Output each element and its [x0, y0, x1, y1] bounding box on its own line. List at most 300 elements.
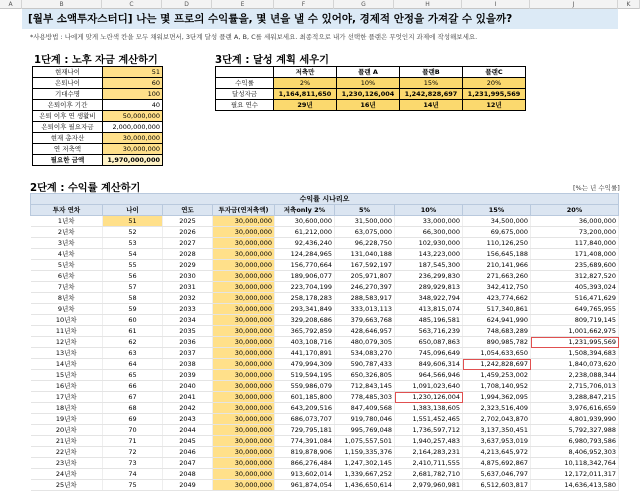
scenario-cell[interactable]: 30,000,000: [213, 469, 275, 480]
scenario-cell[interactable]: 66: [103, 381, 163, 392]
scenario-cell[interactable]: 686,073,707: [275, 414, 335, 425]
scenario-cell[interactable]: 18년차: [31, 403, 103, 414]
scenario-cell[interactable]: 30,000,000: [213, 480, 275, 491]
scenario-cell[interactable]: 1,231,995,569: [531, 337, 619, 348]
scenario-cell[interactable]: 2,715,706,013: [531, 381, 619, 392]
scenario-cell[interactable]: 1,994,362,095: [463, 392, 531, 403]
scenario-cell[interactable]: 102,930,000: [395, 238, 463, 249]
scenario-cell[interactable]: 21년차: [31, 436, 103, 447]
scenario-cell[interactable]: 2037: [163, 348, 213, 359]
scenario-cell[interactable]: 72: [103, 447, 163, 458]
column-header-e[interactable]: E: [212, 0, 274, 9]
scenario-cell[interactable]: 745,096,649: [395, 348, 463, 359]
scenario-cell[interactable]: 819,878,906: [275, 447, 335, 458]
step1-row: [33, 100, 163, 111]
scenario-cell[interactable]: 57: [103, 282, 163, 293]
scenario-cell[interactable]: 563,716,239: [395, 326, 463, 337]
step1-value[interactable]: 51: [103, 67, 163, 78]
scenario-cell[interactable]: 2025: [163, 216, 213, 227]
scenario-cell[interactable]: 30,000,000: [213, 293, 275, 304]
scenario-cell[interactable]: 52: [103, 227, 163, 238]
scenario-cell[interactable]: 30,000,000: [213, 227, 275, 238]
scenario-cell[interactable]: 30,000,000: [213, 381, 275, 392]
scenario-cell[interactable]: 24년차: [31, 469, 103, 480]
table-row: [31, 293, 619, 304]
step3-title: 3단계 : 달성 계획 세우기: [215, 55, 329, 66]
scenario-cell[interactable]: 5년차: [31, 260, 103, 271]
scenario-cell[interactable]: 236,299,830: [395, 271, 463, 282]
scenario-cell[interactable]: 143,223,000: [395, 249, 463, 260]
scenario-cell[interactable]: 961,874,054: [275, 480, 335, 491]
step3-cell[interactable]: 12년: [463, 100, 526, 111]
scenario-cell[interactable]: 1,383,138,605: [395, 403, 463, 414]
scenario-cell[interactable]: 5,792,327,988: [531, 425, 619, 436]
scenario-cell[interactable]: 428,646,957: [335, 326, 395, 337]
scenario-cell[interactable]: 479,994,309: [275, 359, 335, 370]
column-header-a[interactable]: A: [0, 0, 22, 9]
scenario-cell[interactable]: 405,393,024: [531, 282, 619, 293]
step1-value[interactable]: 50,000,000: [103, 111, 163, 122]
scenario-cell[interactable]: 30,000,000: [213, 249, 275, 260]
scenario-cell[interactable]: 70: [103, 425, 163, 436]
step3-cell[interactable]: 29년: [274, 100, 337, 111]
scenario-cell[interactable]: 6,512,603,817: [463, 480, 531, 491]
scenario-cell[interactable]: 20년차: [31, 425, 103, 436]
step1-value[interactable]: 2,000,000,000: [103, 122, 163, 133]
step3-row: [216, 100, 526, 111]
table-row: [31, 282, 619, 293]
step3-cell[interactable]: 1,230,126,004: [337, 89, 400, 100]
scenario-cell[interactable]: 995,769,048: [335, 425, 395, 436]
sheet-title: [월부 소액투자스터디] 나는 몇 프로의 수익률을, 몇 년을 낼 수 있어야, 경제적 안정을 가져갈 수 있을까?: [22, 9, 618, 29]
table-row: [31, 249, 619, 260]
scenario-cell[interactable]: 2040: [163, 381, 213, 392]
step1-row: [33, 133, 163, 144]
scenario-cell[interactable]: 2,238,088,344: [531, 370, 619, 381]
scenario-cell[interactable]: 2048: [163, 469, 213, 480]
scenario-cell[interactable]: 96,228,750: [335, 238, 395, 249]
scenario-cell[interactable]: 312,827,520: [531, 271, 619, 282]
scenario-table: [30, 193, 619, 491]
table-row: [31, 326, 619, 337]
scenario-cell[interactable]: 30,000,000: [213, 304, 275, 315]
step3-cell[interactable]: 14년: [400, 100, 463, 111]
scenario-cell[interactable]: 210,141,966: [463, 260, 531, 271]
scenario-cell[interactable]: 73: [103, 458, 163, 469]
step1-value[interactable]: 40: [103, 100, 163, 111]
scenario-cell[interactable]: 11년차: [31, 326, 103, 337]
scenario-cell[interactable]: 2,681,782,710: [395, 469, 463, 480]
column-header-c[interactable]: C: [102, 0, 162, 9]
scenario-header-cell: 저축only 2%: [275, 205, 335, 216]
scenario-cell[interactable]: 30,000,000: [213, 315, 275, 326]
scenario-cell[interactable]: 4년차: [31, 249, 103, 260]
scenario-cell[interactable]: 74: [103, 469, 163, 480]
scenario-cell[interactable]: 2046: [163, 447, 213, 458]
scenario-cell[interactable]: 1,075,557,501: [335, 436, 395, 447]
column-header-j[interactable]: J: [530, 0, 618, 9]
scenario-cell[interactable]: 61: [103, 326, 163, 337]
step3-cell[interactable]: 15%: [400, 78, 463, 89]
scenario-cell[interactable]: 517,340,861: [463, 304, 531, 315]
scenario-cell[interactable]: 65: [103, 370, 163, 381]
scenario-cell[interactable]: 534,083,270: [335, 348, 395, 359]
scenario-cell[interactable]: 30,000,000: [213, 326, 275, 337]
scenario-cell[interactable]: 849,606,314: [395, 359, 463, 370]
table-row: [31, 447, 619, 458]
step3-cell[interactable]: 1,164,811,650: [274, 89, 337, 100]
scenario-cell[interactable]: 12년차: [31, 337, 103, 348]
scenario-cell[interactable]: 2년차: [31, 227, 103, 238]
column-header-k[interactable]: K: [618, 0, 640, 9]
scenario-cell[interactable]: 58: [103, 293, 163, 304]
scenario-cell[interactable]: 480,079,305: [335, 337, 395, 348]
scenario-cell[interactable]: 30,000,000: [213, 414, 275, 425]
scenario-cell[interactable]: 712,843,145: [335, 381, 395, 392]
scenario-cell[interactable]: 6년차: [31, 271, 103, 282]
scenario-cell[interactable]: 30,000,000: [213, 447, 275, 458]
scenario-cell[interactable]: 189,906,077: [275, 271, 335, 282]
scenario-cell[interactable]: 1,840,073,620: [531, 359, 619, 370]
scenario-cell[interactable]: 379,663,768: [335, 315, 395, 326]
scenario-cell[interactable]: 649,765,955: [531, 304, 619, 315]
scenario-cell[interactable]: 71: [103, 436, 163, 447]
step3-cell[interactable]: 2%: [274, 78, 337, 89]
scenario-cell[interactable]: 156,770,664: [275, 260, 335, 271]
scenario-cell[interactable]: 223,704,199: [275, 282, 335, 293]
column-header-g[interactable]: G: [334, 0, 394, 9]
scenario-cell[interactable]: 2042: [163, 403, 213, 414]
scenario-cell[interactable]: 19년차: [31, 414, 103, 425]
scenario-cell[interactable]: 62: [103, 337, 163, 348]
scenario-cell[interactable]: 12,172,011,317: [531, 469, 619, 480]
step3-header-row: [216, 67, 526, 78]
scenario-cell[interactable]: 847,409,568: [335, 403, 395, 414]
scenario-cell[interactable]: 4,213,645,972: [463, 447, 531, 458]
scenario-cell[interactable]: 2032: [163, 293, 213, 304]
scenario-cell[interactable]: 403,108,716: [275, 337, 335, 348]
scenario-cell[interactable]: 1,708,140,952: [463, 381, 531, 392]
scenario-cell[interactable]: 30,000,000: [213, 238, 275, 249]
step1-value[interactable]: 60: [103, 78, 163, 89]
scenario-cell[interactable]: 2028: [163, 249, 213, 260]
column-header-i[interactable]: I: [462, 0, 530, 9]
step3-cell[interactable]: 10%: [337, 78, 400, 89]
unit-note: [%는 년 수익률]: [573, 184, 620, 192]
scenario-cell[interactable]: 8,406,952,303: [531, 447, 619, 458]
scenario-cell[interactable]: 919,780,046: [335, 414, 395, 425]
scenario-cell[interactable]: 16년차: [31, 381, 103, 392]
column-header-d[interactable]: D: [162, 0, 212, 9]
scenario-cell[interactable]: 69: [103, 414, 163, 425]
scenario-cell[interactable]: 913,602,014: [275, 469, 335, 480]
step2-title: 2단계 : 수익률 계산하기: [30, 183, 141, 194]
scenario-cell[interactable]: 56: [103, 271, 163, 282]
step3-label: 달성자금: [216, 89, 274, 100]
scenario-cell[interactable]: 748,683,289: [463, 326, 531, 337]
step3-cell[interactable]: 1,231,995,569: [463, 89, 526, 100]
scenario-cell[interactable]: 4,801,939,990: [531, 414, 619, 425]
scenario-cell[interactable]: 624,941,990: [463, 315, 531, 326]
scenario-cell[interactable]: 73,200,000: [531, 227, 619, 238]
scenario-cell[interactable]: 2029: [163, 260, 213, 271]
scenario-cell[interactable]: 1,436,650,614: [335, 480, 395, 491]
scenario-cell[interactable]: 156,645,188: [463, 249, 531, 260]
scenario-cell[interactable]: 92,436,240: [275, 238, 335, 249]
step3-header-cell: [216, 67, 274, 78]
scenario-cell[interactable]: 2047: [163, 458, 213, 469]
step1-value[interactable]: 1,970,000,000: [103, 155, 163, 166]
column-header-bar[interactable]: [0, 0, 640, 9]
scenario-cell[interactable]: 778,485,303: [335, 392, 395, 403]
step3-header-cell: 플랜B: [400, 67, 463, 78]
scenario-cell[interactable]: 34,500,000: [463, 216, 531, 227]
scenario-cell[interactable]: 288,583,917: [335, 293, 395, 304]
scenario-cell[interactable]: 33,000,000: [395, 216, 463, 227]
scenario-cell[interactable]: 2031: [163, 282, 213, 293]
scenario-cell[interactable]: 117,840,000: [531, 238, 619, 249]
scenario-cell[interactable]: 30,000,000: [213, 392, 275, 403]
scenario-cell[interactable]: 66,300,000: [395, 227, 463, 238]
scenario-cell[interactable]: 110,126,250: [463, 238, 531, 249]
scenario-cell[interactable]: 3년차: [31, 238, 103, 249]
scenario-cell[interactable]: 890,985,782: [463, 337, 531, 348]
scenario-cell[interactable]: 3,288,847,215: [531, 392, 619, 403]
scenario-cell[interactable]: 2035: [163, 326, 213, 337]
step1-label: 현재 총자산: [33, 133, 103, 144]
table-row: [31, 403, 619, 414]
step1-label: 필요한 금액: [33, 155, 103, 166]
scenario-cell[interactable]: 643,209,516: [275, 403, 335, 414]
scenario-cell[interactable]: 1,459,253,002: [463, 370, 531, 381]
step1-label: 은퇴나이: [33, 78, 103, 89]
scenario-cell[interactable]: 8년차: [31, 293, 103, 304]
scenario-cell[interactable]: 601,185,800: [275, 392, 335, 403]
scenario-cell[interactable]: 17년차: [31, 392, 103, 403]
scenario-cell[interactable]: 2044: [163, 425, 213, 436]
scenario-cell[interactable]: 15년차: [31, 370, 103, 381]
scenario-cell[interactable]: 63: [103, 348, 163, 359]
scenario-cell[interactable]: 2030: [163, 271, 213, 282]
scenario-cell[interactable]: 68: [103, 403, 163, 414]
scenario-cell[interactable]: 51: [103, 216, 163, 227]
scenario-cell[interactable]: 53: [103, 238, 163, 249]
scenario-cell[interactable]: 2045: [163, 436, 213, 447]
scenario-cell[interactable]: 1,091,023,640: [395, 381, 463, 392]
scenario-cell[interactable]: 30,000,000: [213, 282, 275, 293]
scenario-cell[interactable]: 2,164,283,231: [395, 447, 463, 458]
scenario-cell[interactable]: 1,159,335,376: [335, 447, 395, 458]
step1-label: 기대수명: [33, 89, 103, 100]
step1-row: [33, 78, 163, 89]
scenario-cell[interactable]: 30,000,000: [213, 337, 275, 348]
scenario-cell[interactable]: 519,594,195: [275, 370, 335, 381]
scenario-cell[interactable]: 30,000,000: [213, 425, 275, 436]
scenario-cell[interactable]: 3,137,350,451: [463, 425, 531, 436]
step1-label: 은퇴 이후 연 생활비: [33, 111, 103, 122]
scenario-cell[interactable]: 30,000,000: [213, 271, 275, 282]
scenario-cell[interactable]: 2027: [163, 238, 213, 249]
scenario-cell[interactable]: 1,551,452,465: [395, 414, 463, 425]
scenario-cell[interactable]: 59: [103, 304, 163, 315]
scenario-cell[interactable]: 1,736,597,712: [395, 425, 463, 436]
scenario-cell[interactable]: 650,326,805: [335, 370, 395, 381]
scenario-cell[interactable]: 10,118,342,764: [531, 458, 619, 469]
step1-value[interactable]: 30,000,000: [103, 144, 163, 155]
scenario-cell[interactable]: 3,976,616,659: [531, 403, 619, 414]
step1-label: 연 저축액: [33, 144, 103, 155]
step1-label: 현재나이: [33, 67, 103, 78]
scenario-header-cell: 나이: [103, 205, 163, 216]
scenario-cell[interactable]: 61,212,000: [275, 227, 335, 238]
scenario-cell[interactable]: 258,178,283: [275, 293, 335, 304]
scenario-cell[interactable]: 329,208,686: [275, 315, 335, 326]
scenario-cell[interactable]: 2043: [163, 414, 213, 425]
scenario-cell[interactable]: 167,592,197: [335, 260, 395, 271]
scenario-cell[interactable]: 14년차: [31, 359, 103, 370]
scenario-cell[interactable]: 590,787,433: [335, 359, 395, 370]
scenario-cell[interactable]: 2038: [163, 359, 213, 370]
scenario-cell[interactable]: 75: [103, 480, 163, 491]
scenario-cell[interactable]: 235,689,600: [531, 260, 619, 271]
step3-cell[interactable]: 1,242,828,697: [400, 89, 463, 100]
scenario-cell[interactable]: 1년차: [31, 216, 103, 227]
scenario-cell[interactable]: 809,719,145: [531, 315, 619, 326]
scenario-cell[interactable]: 964,566,946: [395, 370, 463, 381]
scenario-cell[interactable]: 5,637,046,797: [463, 469, 531, 480]
scenario-cell[interactable]: 3,637,953,019: [463, 436, 531, 447]
scenario-cell[interactable]: 30,000,000: [213, 436, 275, 447]
scenario-cell[interactable]: 559,986,079: [275, 381, 335, 392]
scenario-cell[interactable]: 4,875,692,867: [463, 458, 531, 469]
scenario-cell[interactable]: 246,270,397: [335, 282, 395, 293]
scenario-cell[interactable]: 516,471,629: [531, 293, 619, 304]
scenario-cell[interactable]: 1,001,662,975: [531, 326, 619, 337]
scenario-cell[interactable]: 2,979,960,981: [395, 480, 463, 491]
scenario-cell[interactable]: 69,675,000: [463, 227, 531, 238]
scenario-cell[interactable]: 55: [103, 260, 163, 271]
scenario-cell[interactable]: 10년차: [31, 315, 103, 326]
scenario-cell[interactable]: 2041: [163, 392, 213, 403]
scenario-cell[interactable]: 2,323,516,409: [463, 403, 531, 414]
column-header-b[interactable]: B: [22, 0, 102, 9]
scenario-cell[interactable]: 1,054,633,650: [463, 348, 531, 359]
scenario-cell[interactable]: 774,391,084: [275, 436, 335, 447]
column-header-h[interactable]: H: [394, 0, 462, 9]
step1-value[interactable]: 100: [103, 89, 163, 100]
table-row: [31, 315, 619, 326]
scenario-cell[interactable]: 124,284,965: [275, 249, 335, 260]
scenario-cell[interactable]: 485,196,581: [395, 315, 463, 326]
scenario-cell[interactable]: 289,929,813: [395, 282, 463, 293]
scenario-cell[interactable]: 2,702,043,870: [463, 414, 531, 425]
scenario-cell[interactable]: 1,508,394,683: [531, 348, 619, 359]
scenario-cell[interactable]: 30,000,000: [213, 359, 275, 370]
scenario-cell[interactable]: 650,087,863: [395, 337, 463, 348]
scenario-cell[interactable]: 333,013,113: [335, 304, 395, 315]
scenario-cell[interactable]: 423,774,662: [463, 293, 531, 304]
scenario-cell[interactable]: 2034: [163, 315, 213, 326]
scenario-cell[interactable]: 30,000,000: [213, 216, 275, 227]
scenario-cell[interactable]: 30,600,000: [275, 216, 335, 227]
scenario-cell[interactable]: 9년차: [31, 304, 103, 315]
scenario-cell[interactable]: 64: [103, 359, 163, 370]
scenario-cell[interactable]: 2,410,711,555: [395, 458, 463, 469]
scenario-cell[interactable]: 63,075,000: [335, 227, 395, 238]
table-row: [31, 348, 619, 359]
scenario-cell[interactable]: 60: [103, 315, 163, 326]
scenario-cell[interactable]: 1,940,257,483: [395, 436, 463, 447]
table-row: [31, 436, 619, 447]
scenario-cell[interactable]: 30,000,000: [213, 403, 275, 414]
step1-label: 은퇴이후 기간: [33, 100, 103, 111]
step1-value[interactable]: 30,000,000: [103, 133, 163, 144]
scenario-cell[interactable]: 30,000,000: [213, 458, 275, 469]
step3-cell[interactable]: 20%: [463, 78, 526, 89]
step1-title: 1단계 : 노후 자금 계산하기: [34, 55, 158, 66]
scenario-cell[interactable]: 36,000,000: [531, 216, 619, 227]
scenario-cell[interactable]: 7년차: [31, 282, 103, 293]
scenario-cell[interactable]: 729,795,181: [275, 425, 335, 436]
scenario-cell[interactable]: 2036: [163, 337, 213, 348]
scenario-cell[interactable]: 2033: [163, 304, 213, 315]
scenario-cell[interactable]: 14,636,413,580: [531, 480, 619, 491]
scenario-cell[interactable]: 293,341,849: [275, 304, 335, 315]
scenario-cell[interactable]: 2049: [163, 480, 213, 491]
scenario-cell[interactable]: 348,922,794: [395, 293, 463, 304]
scenario-cell[interactable]: 2039: [163, 370, 213, 381]
scenario-header-cell: 20%: [531, 205, 619, 216]
scenario-cell[interactable]: 342,412,750: [463, 282, 531, 293]
scenario-cell[interactable]: 1,242,828,697: [463, 359, 531, 370]
scenario-cell[interactable]: 30,000,000: [213, 260, 275, 271]
scenario-cell[interactable]: 365,792,859: [275, 326, 335, 337]
step1-table: [32, 66, 163, 166]
scenario-cell[interactable]: 23년차: [31, 458, 103, 469]
scenario-cell[interactable]: 171,408,000: [531, 249, 619, 260]
scenario-cell[interactable]: 2026: [163, 227, 213, 238]
scenario-cell[interactable]: 30,000,000: [213, 348, 275, 359]
scenario-cell[interactable]: 1,339,667,252: [335, 469, 395, 480]
scenario-cell[interactable]: 13년차: [31, 348, 103, 359]
scenario-cell[interactable]: 30,000,000: [213, 370, 275, 381]
scenario-cell[interactable]: 441,170,891: [275, 348, 335, 359]
scenario-cell[interactable]: 205,971,807: [335, 271, 395, 282]
scenario-cell[interactable]: 271,663,260: [463, 271, 531, 282]
scenario-cell[interactable]: 6,980,793,586: [531, 436, 619, 447]
scenario-cell[interactable]: 866,276,484: [275, 458, 335, 469]
step1-row: [33, 111, 163, 122]
scenario-header-cell: 투자금(연저축액): [213, 205, 275, 216]
scenario-header-cell: 투자 연차: [31, 205, 103, 216]
step3-label: 수익률: [216, 78, 274, 89]
scenario-cell[interactable]: 25년차: [31, 480, 103, 491]
scenario-cell[interactable]: 22년차: [31, 447, 103, 458]
column-header-f[interactable]: F: [274, 0, 334, 9]
scenario-cell[interactable]: 67: [103, 392, 163, 403]
scenario-cell[interactable]: 1,230,126,004: [395, 392, 463, 403]
step3-cell[interactable]: 16년: [337, 100, 400, 111]
step1-row: [33, 89, 163, 100]
table-row: [31, 458, 619, 469]
table-row: [31, 238, 619, 249]
scenario-cell[interactable]: 131,040,188: [335, 249, 395, 260]
scenario-cell[interactable]: 1,247,302,145: [335, 458, 395, 469]
scenario-cell[interactable]: 413,815,074: [395, 304, 463, 315]
scenario-cell[interactable]: 187,545,300: [395, 260, 463, 271]
scenario-cell[interactable]: 31,500,000: [335, 216, 395, 227]
scenario-cell[interactable]: 54: [103, 249, 163, 260]
